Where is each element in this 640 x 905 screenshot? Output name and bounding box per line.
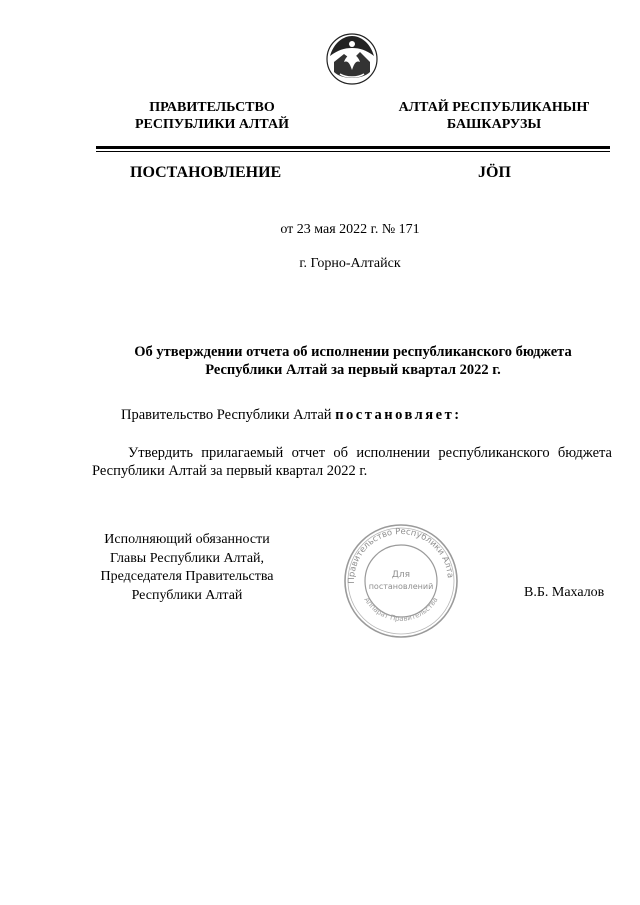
signatory-line4: Республики Алтай <box>131 587 243 603</box>
coat-of-arms-emblem <box>326 32 378 86</box>
header-divider-thick <box>96 146 610 149</box>
org-name-russian-line2: РЕСПУБЛИКИ АЛТАЙ <box>134 117 290 132</box>
signatory-line3: Председателя Правительства <box>100 569 274 584</box>
header-divider-thin <box>96 151 610 152</box>
org-name-altai <box>384 99 604 133</box>
doc-type-russian: ПОСТАНОВЛЕНИЕ <box>130 164 282 181</box>
org-name-russian <box>102 99 322 133</box>
svg-text:Для: Для <box>391 570 411 580</box>
svg-text:Правительство Республики Алтай: Правительство Республики Алта <box>346 526 455 584</box>
svg-text:Аппарат Правительства: Аппарат Правительства <box>362 596 440 623</box>
decree-verb: постановляет: <box>335 407 462 423</box>
svg-text:постановлений: постановлений <box>368 582 434 591</box>
org-name-altai-line1: АЛТАЙ РЕСПУБЛИКАНЫҤ <box>398 100 590 115</box>
signatory-line2: Главы Республики Алтай, <box>109 550 265 566</box>
official-seal-stamp <box>340 522 462 640</box>
org-name-altai-line2: БАШКАРУЗЫ <box>446 117 542 132</box>
document-title <box>96 343 610 379</box>
doc-type-altai: JӦП <box>478 164 511 181</box>
decree-intro-text: Правительство Республики Алтай <box>121 407 332 423</box>
document-title-line1: Об утверждении отчета об исполнении республиканского бюджета <box>134 344 572 360</box>
city-name: г. Горно-Алтайск <box>299 256 401 271</box>
signatory-name: В.Б. Махалов <box>524 585 605 600</box>
date-and-number: от 23 мая 2022 г. № 171 <box>280 222 420 237</box>
org-name-russian-line1: ПРАВИТЕЛЬСТВО <box>149 100 275 115</box>
decree-body-paragraph: Утвердить прилагаемый отчет об исполнении республиканского бюджета Республики Алтай за первый квартал 2022 г. <box>92 445 612 479</box>
decree-intro-paragraph <box>121 406 462 424</box>
signatory-line1: Исполняющий обязанности <box>104 532 270 547</box>
signatory-position <box>92 531 282 605</box>
document-title-line2: Республики Алтай за первый квартал 2022 г. <box>205 362 501 378</box>
